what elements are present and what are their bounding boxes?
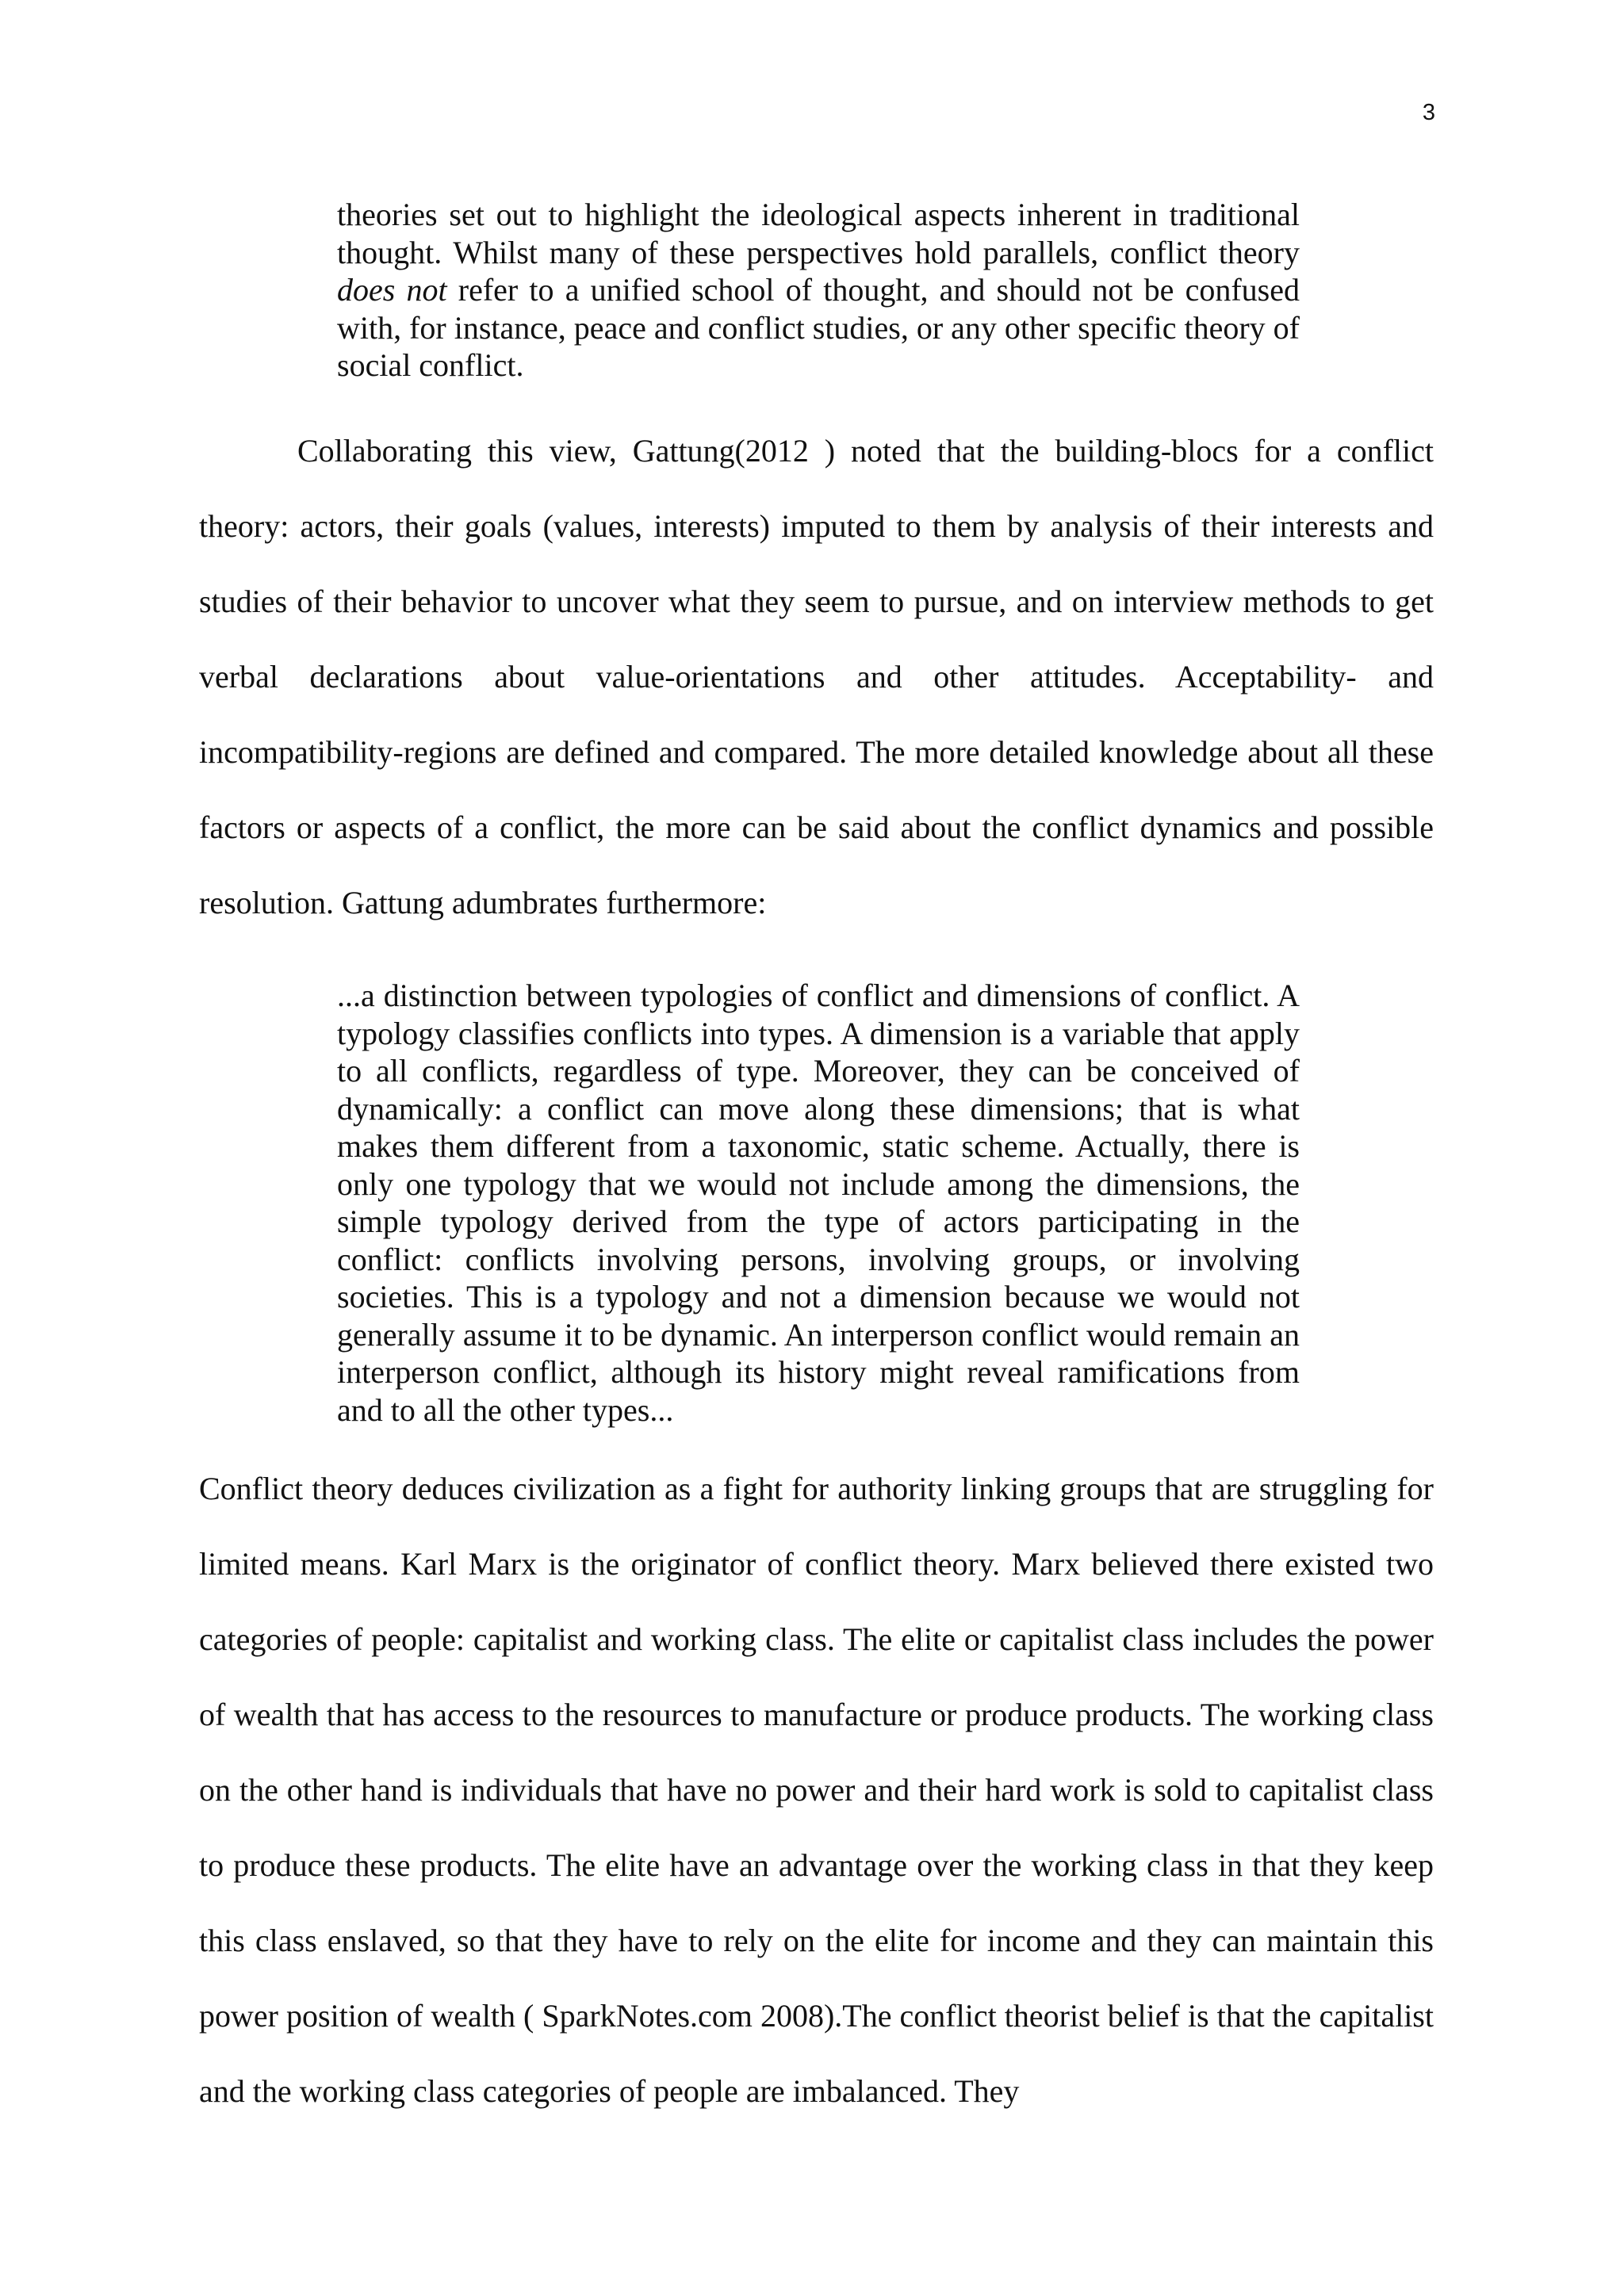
- block-quote-gattung: [337, 977, 1300, 1429]
- block-quote-text: [337, 196, 1300, 385]
- page-number: 3: [1422, 100, 1435, 125]
- paragraph-text: Conflict theory deduces civilization as a fight for authority linking groups that are struggling for limited means. Karl Marx is the originator of conflict theory. Marx believed there existed two categories of people: capitalist and working class. The elite or capitalist class includes the power of wealth that has access to the resources to manufacture or produce products. The working class on the other hand is individuals that have no power and their hard work is sold to capitalist class to produce these products. The elite have an advantage over the working class in that they keep this class enslaved, so that they have to rely on the elite for income and they can maintain this power position of wealth ( SparkNotes.com 2008).The conflict theorist belief is that the capitalist and the working class categories of people are imbalanced. They: [199, 1471, 1434, 2109]
- quote-emphasis: does not: [337, 272, 447, 308]
- paragraph-text: Collaborating this view, Gattung(2012 ) noted that the building-blocs for a conflict theory: actors, their goals (values, interests) imputed to them by analysis of their interests and studies of their behavior to uncover what they seem to pursue, and on interview methods to get verbal declarations about value-orientations and other attitudes. Acceptability- and incompatibility-regions are defined and compared. The more detailed knowledge about all these factors or aspects of a conflict, the more can be said about the conflict dynamics and possible resolution. Gattung adumbrates furthermore:: [199, 433, 1434, 920]
- body-paragraph-gattung: [199, 413, 1434, 940]
- block-quote-text: ...a distinction between typologies of conflict and dimensions of conflict. A typology classifies conflicts into types. A dimension is a variable that apply to all conflicts, regardless of type. Moreover, they can be conceived of dynamically: a conflict can move along these dimensions; that is what makes them different from a taxonomic, static scheme. Actually, there is only one typology that we would not include among the dimensions, the simple typology derived from the type of actors participating in the conflict: conflicts involving persons, involving groups, or involving societies. This is a typology and not a dimension because we would not generally assume it to be dynamic. An interperson conflict would remain an interperson conflict, although its history might reveal ramifications from and to all the other types...: [337, 978, 1300, 1428]
- quote-text-part-1: theories set out to highlight the ideological aspects inherent in traditional thought. Whilst many of these perspectives hold parallels, conflict theory: [337, 197, 1300, 270]
- block-quote-conflict-theory: [337, 196, 1300, 385]
- quote-text-part-2: refer to a unified school of thought, and should not be confused with, for instance, peace and conflict studies, or any other specific theory of social conflict.: [337, 272, 1300, 383]
- body-paragraph-marx: [199, 1451, 1434, 2129]
